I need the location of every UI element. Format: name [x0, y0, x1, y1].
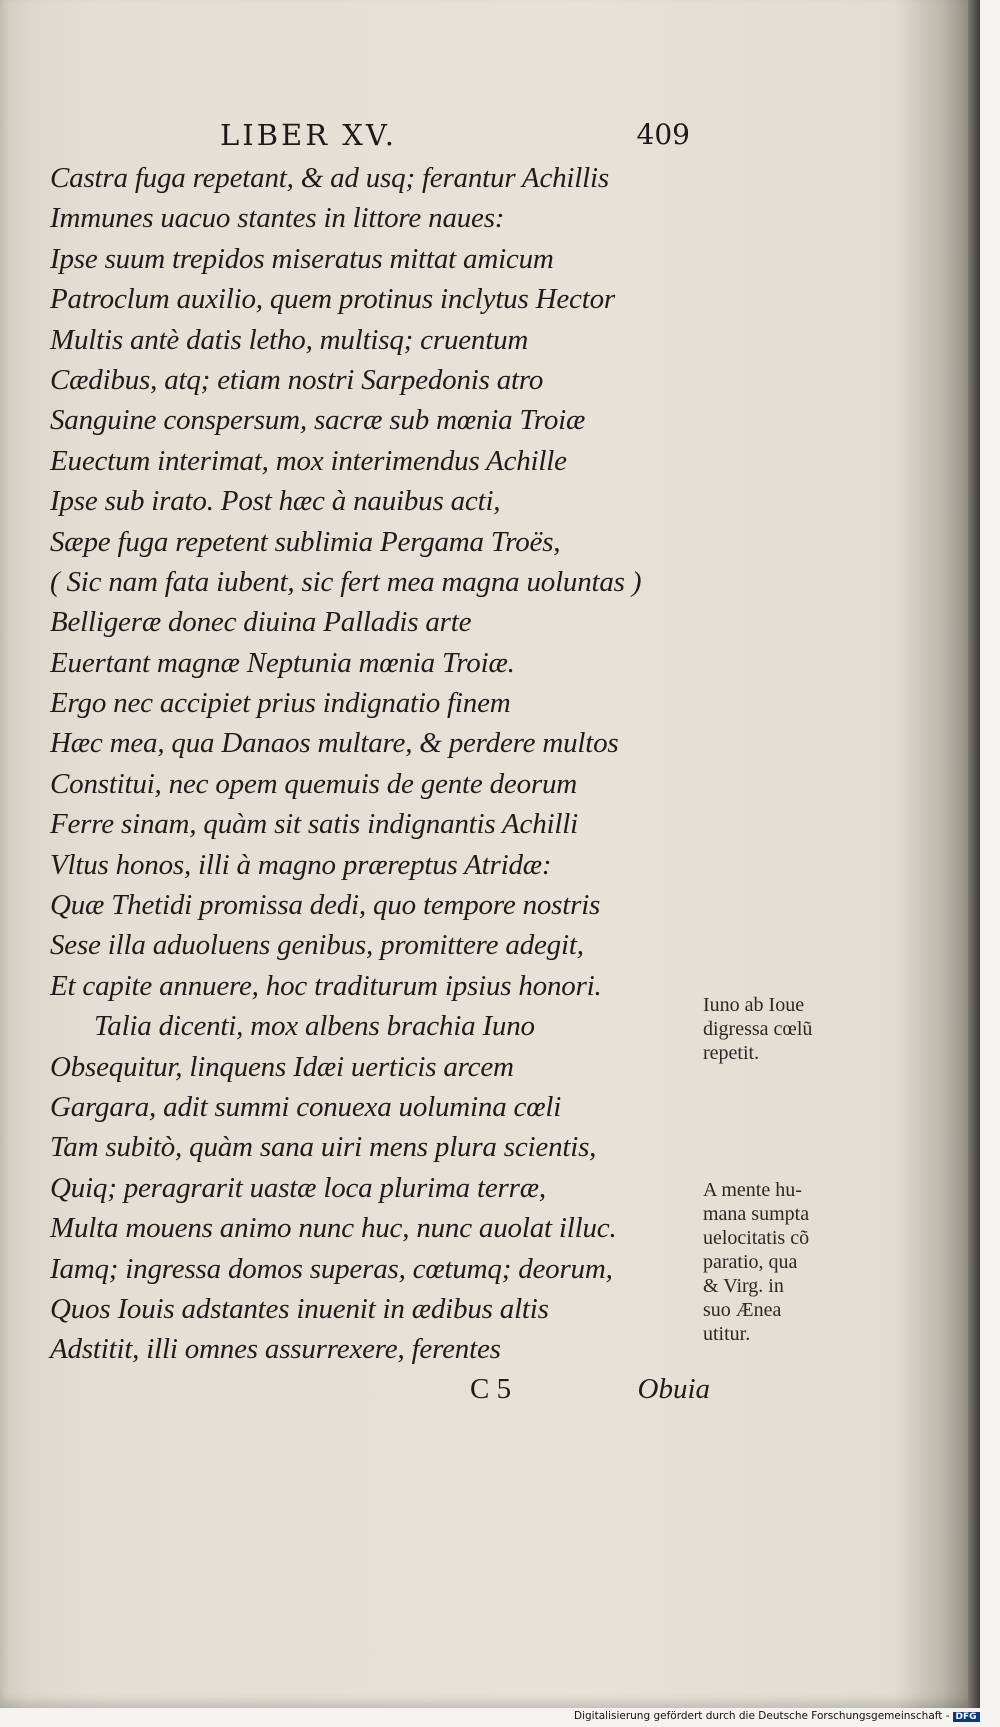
verse-line: Multis antè datis letho, multisq; cruentum — [50, 323, 529, 356]
catchline — [470, 1373, 710, 1413]
verse-line: Patroclum auxilio, quem protinus inclytus Hector — [50, 283, 615, 316]
dfg-logo: DFG — [953, 1712, 980, 1722]
verse-line: Euectum interimat, mox interimendus Achille — [50, 444, 567, 477]
verse-line: Cædibus, atq; etiam nostri Sarpedonis atro — [50, 363, 544, 396]
verse-line: Ferre sinam, quàm sit satis indignantis Achilli — [50, 808, 578, 841]
verse-line: Ipse suum trepidos miseratus mittat amicum — [50, 242, 554, 275]
verse-line: Sanguine conspersum, sacræ sub mœnia Troiæ — [50, 404, 586, 437]
page-header — [220, 118, 690, 154]
margin-note-line: mana sumpta — [703, 1203, 810, 1225]
verse-line: Multa mouens animo nunc huc, nunc auolat illuc. — [50, 1212, 617, 1245]
verse-line: Constitui, nec opem quemuis de gente deorum — [50, 767, 577, 800]
signature-mark: C 5 — [470, 1373, 512, 1405]
verse-line: Castra fuga repetant, & ad usq; ferantur Achillis — [50, 162, 609, 194]
verse-line: Hæc mea, qua Danaos multare, & perdere multos — [50, 727, 619, 760]
verse-line: Quos Iouis adstantes inuenit in ædibus altis — [50, 1292, 549, 1325]
verse-line: Adstitit, illi omnes assurrexere, ferentes — [50, 1333, 501, 1366]
verse-line: Ergo nec accipiet prius indignatio finem — [50, 687, 511, 720]
margin-note-line: digressa cœlũ — [703, 1018, 813, 1040]
verse-line: Sese illa aduoluens genibus, promittere adegit, — [50, 929, 584, 962]
verse-line: Iamq; ingressa domos superas, cœtumq; deorum, — [50, 1252, 613, 1285]
page-edge-shadow — [968, 0, 980, 1708]
verse-line: ( Sic nam fata iubent, sic fert mea magna uoluntas ) — [50, 565, 642, 598]
margin-note-line: suo Ænea — [703, 1299, 782, 1321]
margin-note-line: repetit. — [703, 1042, 760, 1064]
verse-line: Et capite annuere, hoc traditurum ipsius honori. — [50, 969, 602, 1002]
verse-line: Belligeræ donec diuina Palladis arte — [50, 606, 472, 639]
margin-note-line: & Virg. in — [703, 1275, 784, 1297]
page-number: 409 — [636, 118, 690, 151]
catchword: Obuia — [637, 1373, 710, 1405]
verse-line: Quæ Thetidi promissa dedi, quo tempore nostris — [50, 889, 601, 922]
margin-note-line: paratio, qua — [703, 1251, 798, 1273]
margin-note-line: utitur. — [703, 1323, 751, 1345]
verse-line: Vltus honos, illi à magno præreptus Atridæ: — [50, 848, 552, 881]
margin-note-line: Iuno ab Ioue — [703, 994, 805, 1016]
margin-note-line: uelocitatis cõ — [703, 1227, 810, 1249]
verse-line: Ipse sub irato. Post hæc à nauibus acti, — [50, 485, 501, 518]
margin-note — [703, 1178, 863, 1346]
margin-note — [703, 993, 863, 1065]
verse-line: Gargara, adit summi conuexa uolumina cœli — [50, 1090, 562, 1123]
digitization-credit — [574, 1710, 980, 1722]
running-head: LIBER XV. — [220, 118, 397, 152]
verse-line: Tam subitò, quàm sana uiri mens plura scientis, — [50, 1131, 597, 1164]
verse-line: Quiq; peragrarit uastæ loca plurima terræ, — [50, 1171, 546, 1204]
credit-text: Digitalisierung gefördert durch die Deutsche Forschungsgemeinschaft - — [574, 1710, 950, 1722]
verse-line: Euertant magnæ Neptunia mœnia Troiæ. — [50, 646, 515, 679]
margin-note-line: A mente hu- — [703, 1179, 802, 1201]
verse-line: Talia dicenti, mox albens brachia Iuno — [94, 1010, 535, 1043]
verse-block — [50, 158, 690, 1370]
verse-line: Obsequitur, linquens Idæi uerticis arcem — [50, 1050, 514, 1083]
verse-line: Sæpe fuga repetent sublimia Pergama Troës, — [50, 525, 561, 558]
verse-line: Immunes uacuo stantes in littore naues: — [50, 202, 505, 235]
